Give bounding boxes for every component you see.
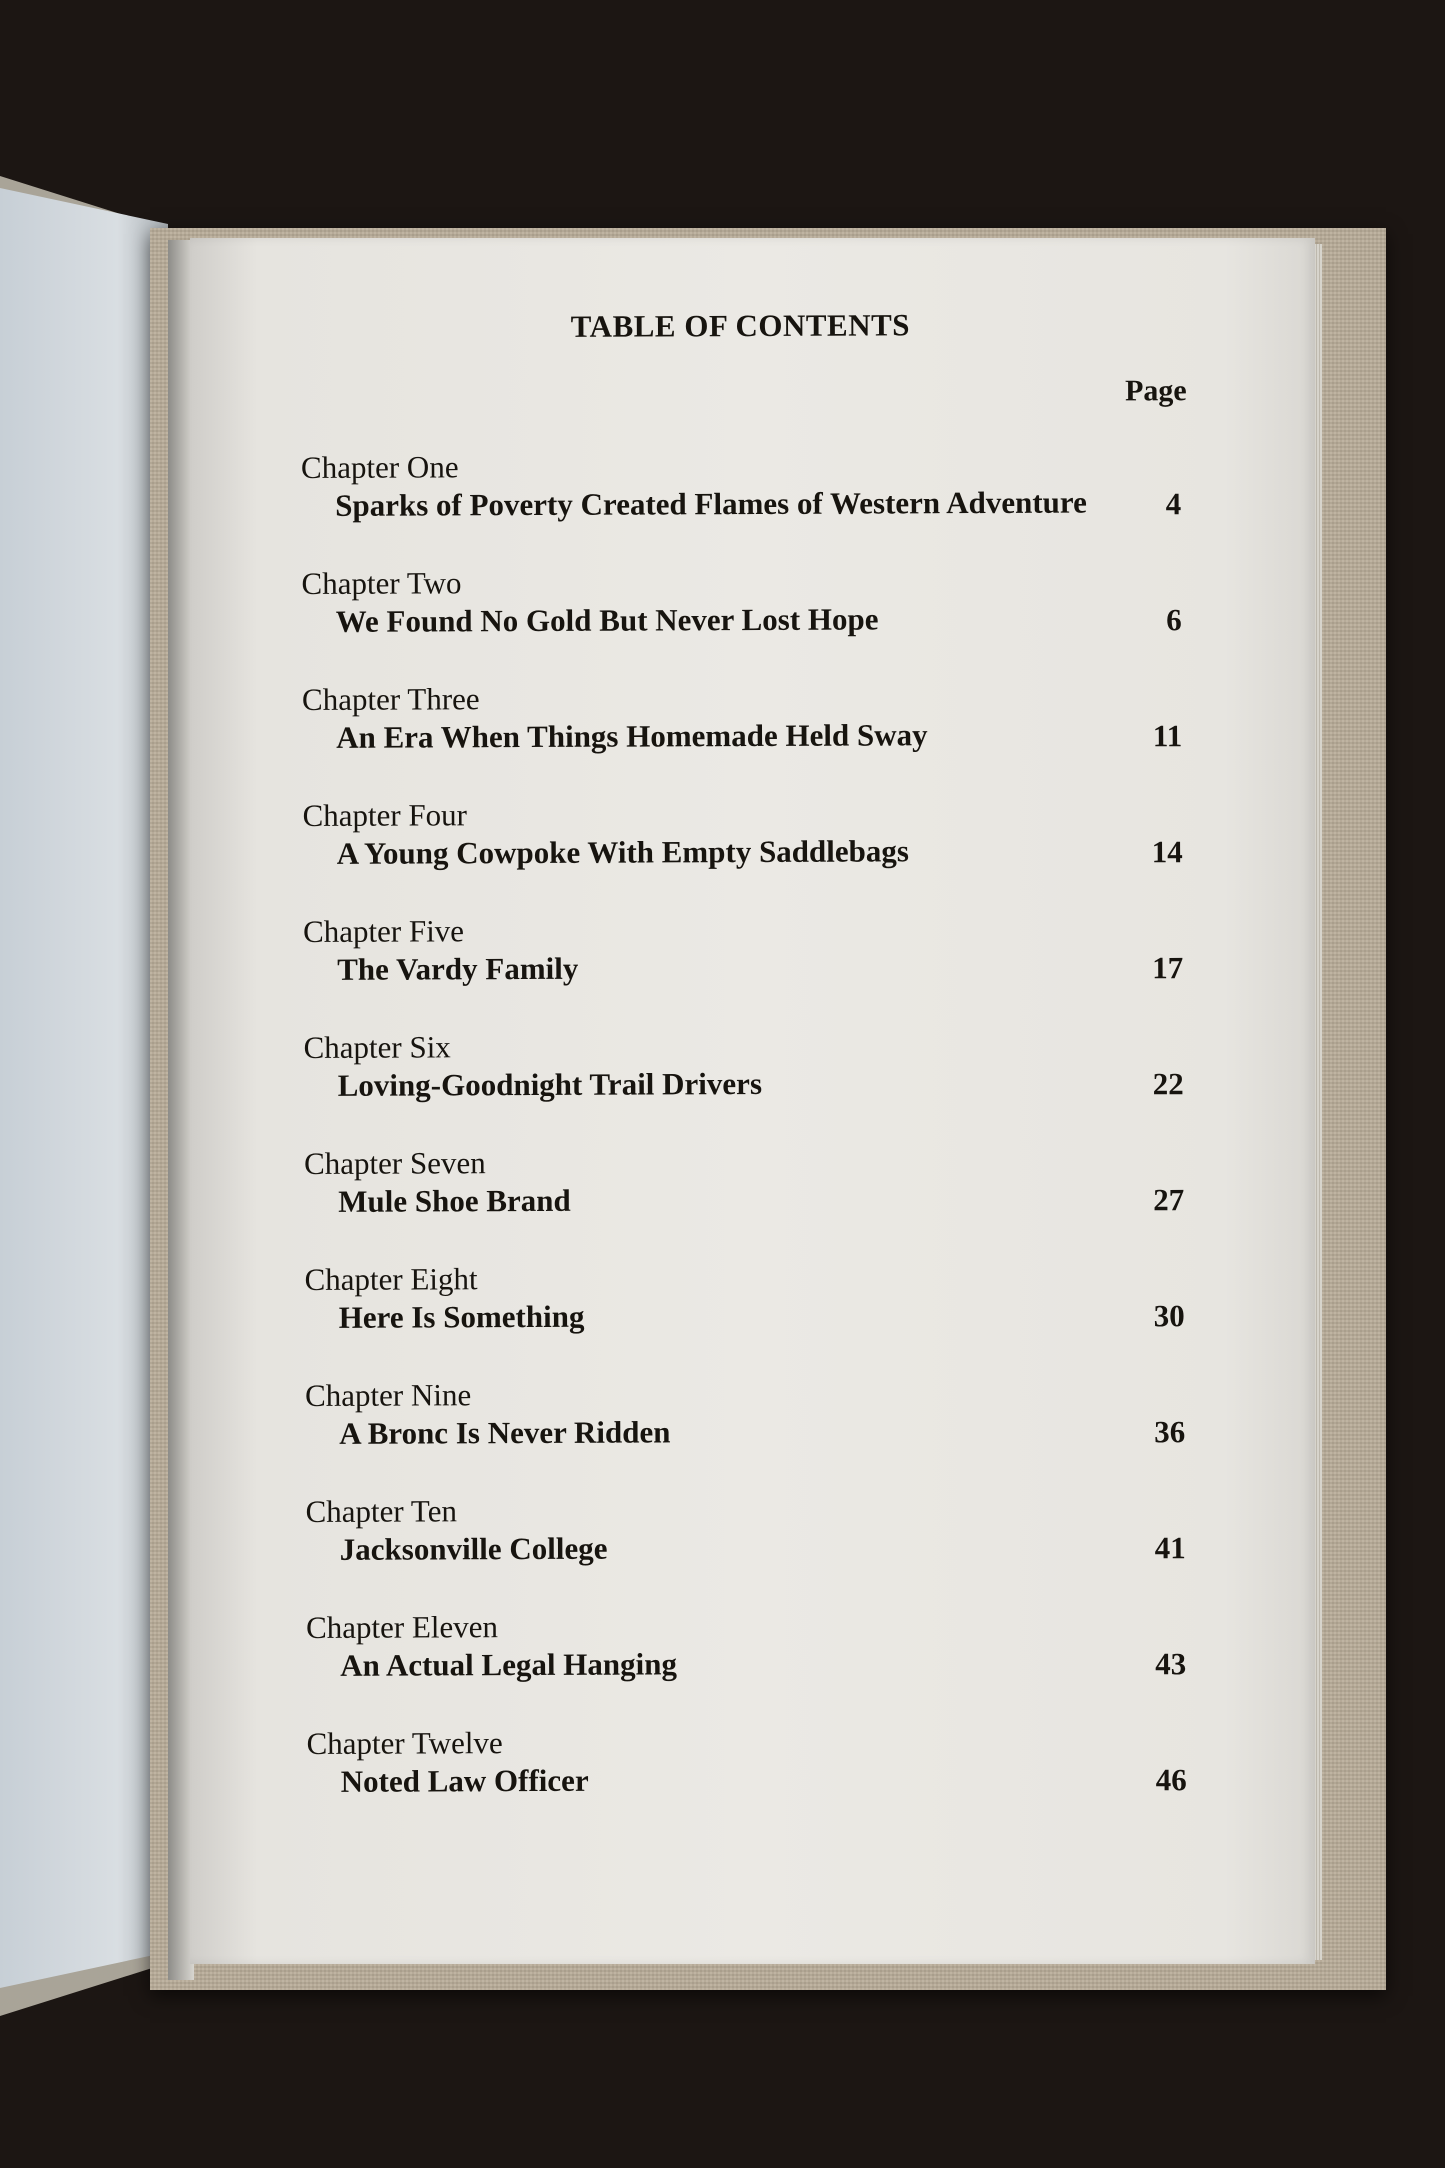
chapter-title: Mule Shoe Brand <box>338 1182 571 1219</box>
left-blank-page <box>0 188 168 1988</box>
page-number: 22 <box>1152 1066 1184 1102</box>
chapter-title: An Actual Legal Hanging <box>340 1646 678 1683</box>
toc-page <box>190 238 1315 1964</box>
chapter-title: Here Is Something <box>338 1298 585 1335</box>
chapter-title: The Vardy Family <box>337 950 579 987</box>
chapter-label: Chapter Three <box>301 681 480 717</box>
chapter-label: Chapter Seven <box>303 1145 486 1181</box>
chapter-label: Chapter Four <box>302 797 468 833</box>
chapter-title: Loving-Goodnight Trail Drivers <box>337 1065 763 1103</box>
chapter-label: Chapter Six <box>303 1029 451 1065</box>
toc-entry <box>302 794 1182 898</box>
page-number: 27 <box>1153 1182 1185 1218</box>
page-number: 4 <box>1165 486 1182 522</box>
page-number: 41 <box>1154 1530 1186 1566</box>
chapter-label: Chapter Eleven <box>305 1609 499 1645</box>
page-number: 46 <box>1155 1762 1187 1798</box>
page-number: 36 <box>1154 1414 1186 1450</box>
toc-entry <box>303 910 1183 1014</box>
page-title: TABLE OF CONTENTS <box>570 307 911 344</box>
chapter-label: Chapter Eight <box>304 1261 478 1297</box>
toc-entry <box>305 1374 1185 1478</box>
toc-entry <box>306 1606 1186 1710</box>
chapter-label: Chapter One <box>300 449 459 485</box>
page-number: 43 <box>1155 1646 1187 1682</box>
chapter-title: Noted Law Officer <box>340 1762 589 1799</box>
page-number: 17 <box>1152 950 1184 986</box>
toc-entry <box>305 1490 1185 1594</box>
toc-entry <box>302 678 1182 782</box>
page-number: 14 <box>1151 834 1183 870</box>
page-number: 30 <box>1153 1298 1185 1334</box>
chapter-label: Chapter Nine <box>304 1377 472 1413</box>
page-column-header: Page <box>1124 374 1187 408</box>
chapter-title: A Young Cowpoke With Empty Saddlebags <box>336 833 910 871</box>
chapter-label: Chapter Five <box>302 913 465 949</box>
toc-entry <box>306 1722 1186 1826</box>
toc-entry <box>303 1026 1183 1130</box>
toc-content <box>300 234 1188 1964</box>
page-number: 11 <box>1152 718 1183 754</box>
toc-entry <box>304 1258 1184 1362</box>
chapter-title: Jacksonville College <box>339 1530 608 1567</box>
page-number: 6 <box>1166 602 1182 638</box>
toc-entry <box>301 446 1181 550</box>
chapter-label: Chapter Twelve <box>306 1725 503 1761</box>
toc-entry <box>304 1142 1184 1246</box>
chapter-title: A Bronc Is Never Ridden <box>339 1414 671 1451</box>
chapter-label: Chapter Ten <box>305 1493 457 1529</box>
chapter-title: Sparks of Poverty Created Flames of Western Adventure <box>335 484 1087 523</box>
chapter-title: We Found No Gold But Never Lost Hope <box>335 601 879 639</box>
toc-entry <box>301 562 1181 666</box>
chapter-title: An Era When Things Homemade Held Sway <box>336 717 928 755</box>
chapter-label: Chapter Two <box>301 565 462 601</box>
